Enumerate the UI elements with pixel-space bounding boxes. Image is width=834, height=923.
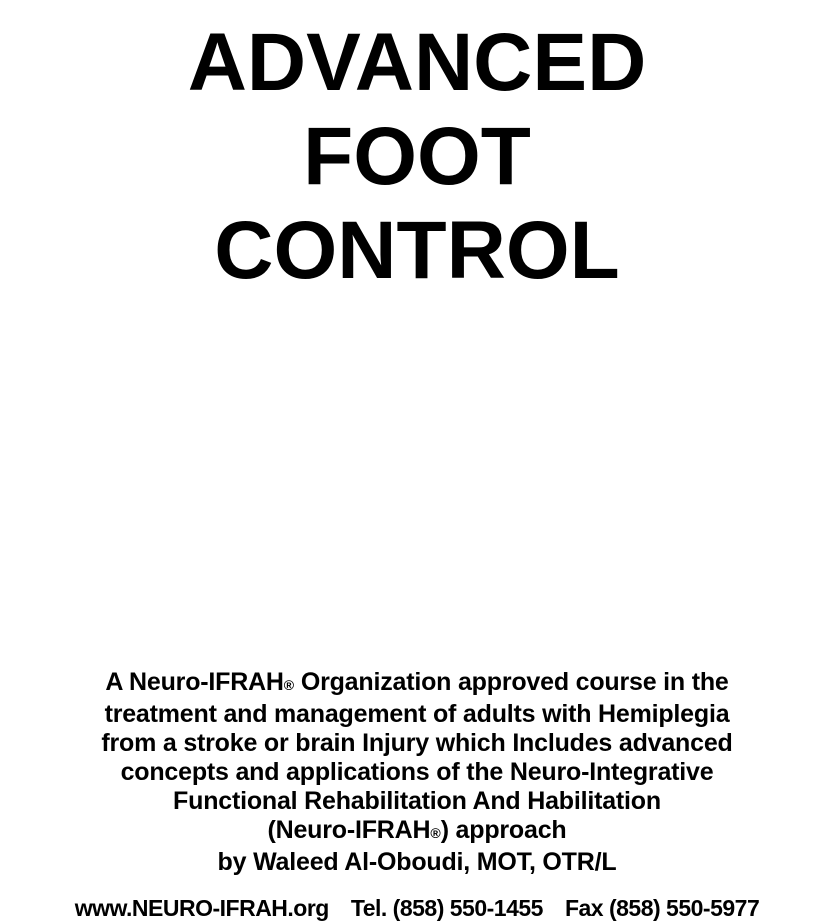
fax-number: Fax (858) 550-5977 xyxy=(564,895,760,921)
description-line-6-text: (Neuro-IFRAH xyxy=(267,816,431,844)
course-description xyxy=(0,668,834,877)
description-line-1-text-cont: Organization approved course in the xyxy=(294,668,729,696)
description-line-3: from a stroke or brain Injury which Includes advanced xyxy=(101,729,733,757)
description-line-4: concepts and applications of the Neuro-Integrative xyxy=(120,758,714,786)
description-line-1-text: A Neuro-IFRAH xyxy=(105,668,284,696)
description-line-6 xyxy=(0,816,834,848)
description-line-2: treatment and management of adults with Hemiplegia xyxy=(104,700,730,728)
website-url: www.NEURO-IFRAH.org xyxy=(74,895,329,921)
course-title-line-2: FOOT xyxy=(303,111,531,202)
description-line-1 xyxy=(0,668,834,700)
course-title xyxy=(0,0,834,298)
contact-footer xyxy=(0,894,834,923)
description-line-6-text-cont: ) approach xyxy=(440,816,567,844)
description-line-7-author: by Waleed Al-Oboudi, MOT, OTR/L xyxy=(217,848,617,876)
course-title-line-3: CONTROL xyxy=(214,205,620,296)
description-line-5: Functional Rehabilitation And Habilitation xyxy=(173,787,661,815)
registered-trademark-symbol: ® xyxy=(283,677,295,693)
telephone-number: Tel. (858) 550-1455 xyxy=(350,895,543,921)
course-title-line-1: ADVANCED xyxy=(187,17,647,108)
registered-trademark-symbol: ® xyxy=(430,825,441,841)
